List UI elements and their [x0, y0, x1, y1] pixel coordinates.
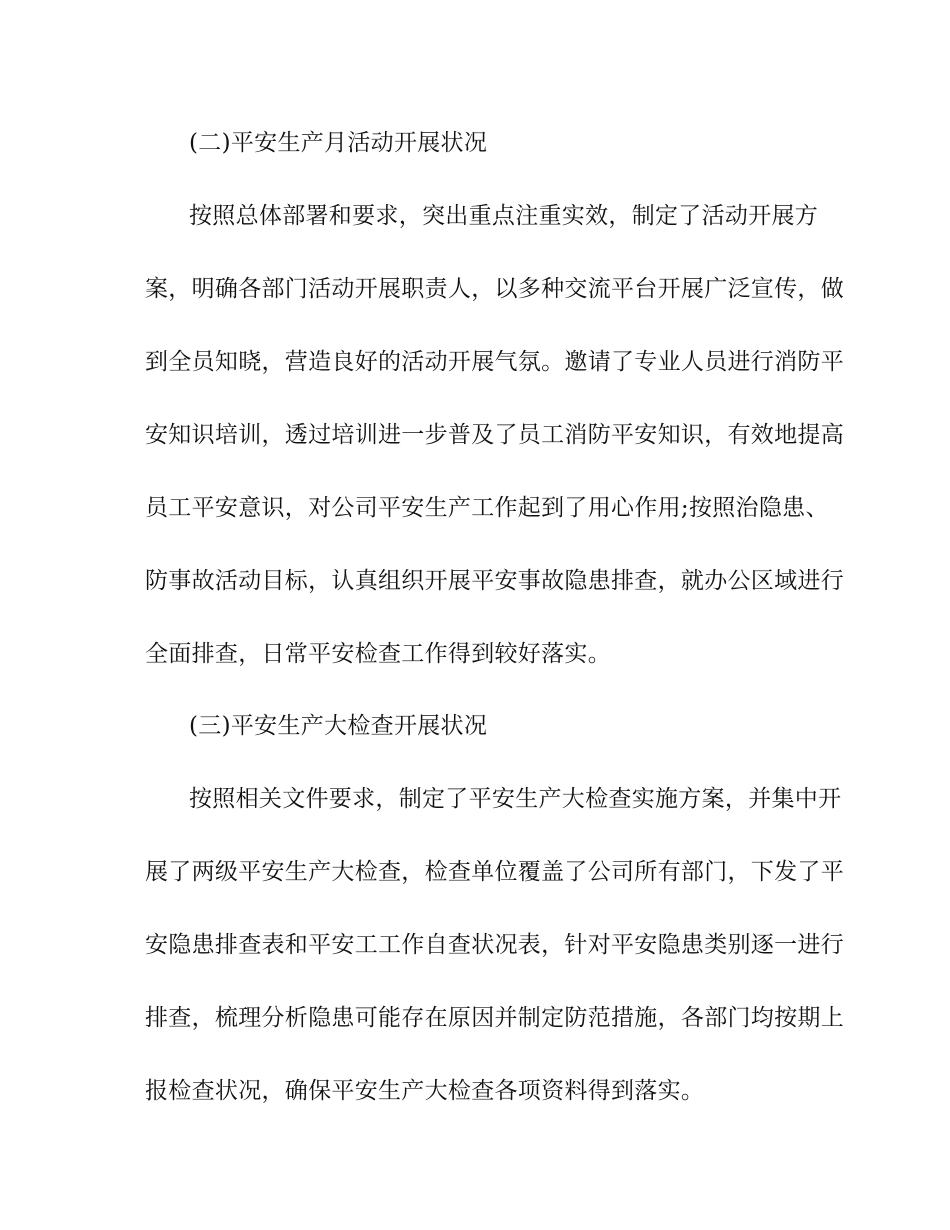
paragraph-line: 全面排查，日常平安检查工作得到较好落实。	[145, 641, 611, 667]
paragraph-line: 报检查状况，确保平安生产大检查各项资料得到落实。	[145, 1078, 705, 1104]
paragraph-line: 安知识培训，透过培训进一步普及了员工消防平安知识，有效地提高	[145, 422, 844, 448]
paragraph-line: 排查，梳理分析隐患可能存在原因并制定防范措施，各部门均按期上	[145, 1005, 844, 1031]
paragraph-line: 防事故活动目标，认真组织开展平安事故隐患排查，就办公区域进行	[145, 568, 844, 594]
paragraph-line: 到全员知晓，营造良好的活动开展气氛。邀请了专业人员进行消防平	[145, 349, 844, 375]
paragraph-line: 安隐患排查表和平安工工作自查状况表，针对平安隐患类别逐一进行	[145, 932, 844, 958]
paragraph-line: 按照相关文件要求，制定了平安生产大检查实施方案，并集中开	[189, 786, 842, 812]
paragraph-line: 案，明确各部门活动开展职责人，以多种交流平台开展广泛宣传，做	[145, 276, 844, 302]
paragraph-line: 展了两级平安生产大检查，检查单位覆盖了公司所有部门，下发了平	[145, 859, 844, 885]
section-heading-2: (二)平安生产月活动开展状况	[189, 130, 488, 156]
paragraph-line: 员工平安意识，对公司平安生产工作起到了用心作用;按照治隐患、	[145, 495, 829, 521]
paragraph-line: 按照总体部署和要求，突出重点注重实效，制定了活动开展方	[189, 203, 819, 229]
section-heading-3: (三)平安生产大检查开展状况	[189, 713, 488, 739]
